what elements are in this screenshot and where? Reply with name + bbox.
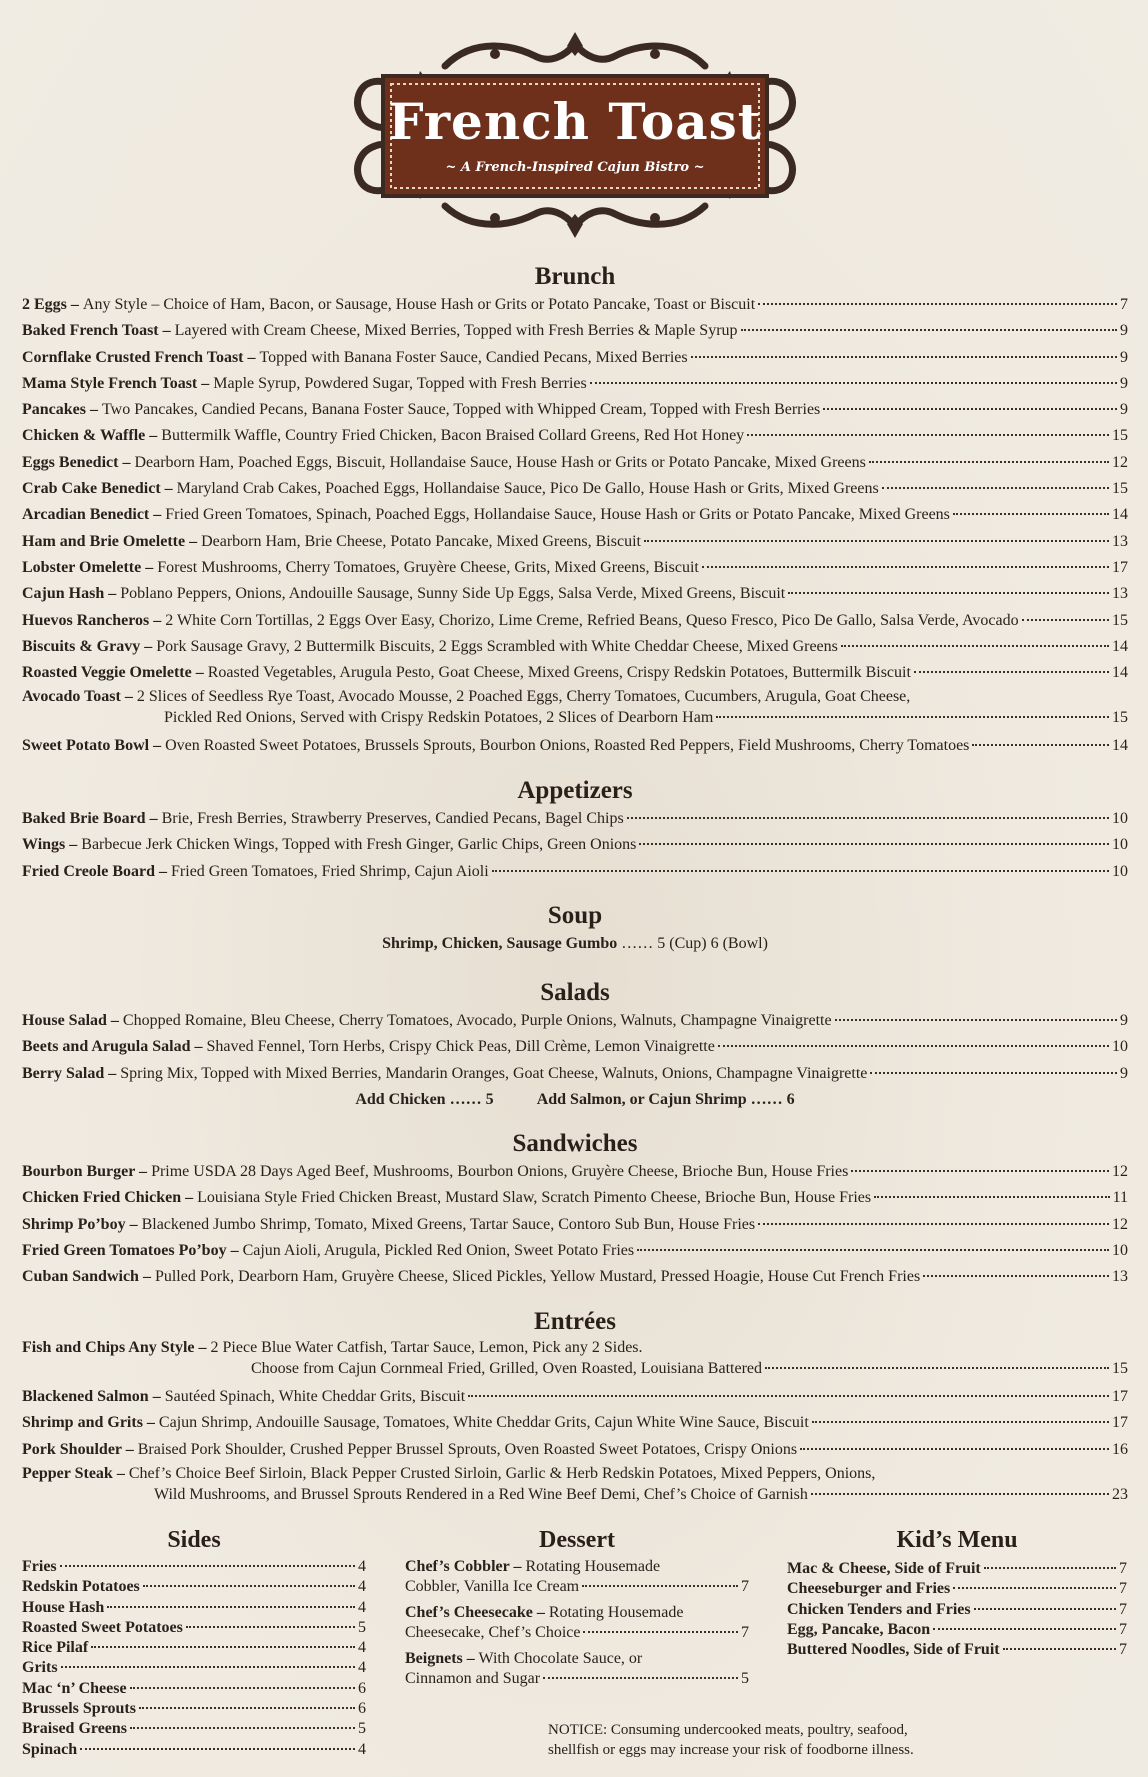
item-desc: Chopped Romaine, Bleu Cheese, Cherry Tomatoes, Avocado, Purple Onions, Walnuts, Champagne Vinaigrette <box>122 1012 832 1029</box>
item-price: 12 <box>1112 1215 1128 1233</box>
item-desc-cont: Cheesecake, Chef’s Choice <box>405 1624 581 1641</box>
item-price: 5 <box>358 1720 366 1738</box>
kids-heading: Kid’s Menu <box>896 1527 1018 1553</box>
item-desc: Dearborn Ham, Poached Eggs, Biscuit, Hollandaise Sauce, House Hash or Grits or Potato Pancake, Mixed Greens <box>134 453 866 471</box>
add-salmon-shrimp: Add Salmon, or Cajun Shrimp …… 6 <box>536 1090 795 1108</box>
item-name: Pepper Steak – <box>22 1464 125 1482</box>
item-desc: Spring Mix, Topped with Mixed Berries, Mandarin Oranges, Goat Cheese, Walnuts, Onions, Champagne Vinaigrette <box>120 1064 868 1082</box>
item-price: 4 <box>358 1740 366 1758</box>
item-price: 5 <box>358 1618 366 1636</box>
item-name: Baked French Toast – <box>22 322 171 340</box>
dot-leader <box>823 408 1117 410</box>
item-price: 13 <box>1112 585 1128 603</box>
dot-leader <box>747 434 1109 436</box>
menu-item-avocado-toast <box>22 686 1128 733</box>
item-name: Biscuits & Gravy – <box>22 637 153 655</box>
item-desc: 2 Piece Blue Water Catfish, Tartar Sauce, Lemon, Pick any 2 Sides. <box>210 1339 643 1356</box>
item-name: Pork Shoulder – <box>22 1440 134 1458</box>
item-name: Baked Brie Board – <box>22 810 158 827</box>
item-price: 7 <box>741 1578 749 1595</box>
menu-item-pepper-steak <box>22 1463 1128 1510</box>
dot-leader <box>130 1727 355 1729</box>
item-name: Crab Cake Benedict – <box>22 480 173 498</box>
notice-line-2: shellfish or eggs may increase your risk of foodborne illness. <box>548 1742 914 1758</box>
salads-list <box>22 1008 1128 1087</box>
dot-leader <box>765 1367 1109 1369</box>
item-name: Ham and Brie Omelette – <box>22 532 198 550</box>
item-price: 17 <box>1112 1388 1128 1405</box>
logo-subtitle: ~ A French-Inspired Cajun Bistro ~ <box>445 160 705 175</box>
item-price: 13 <box>1112 532 1128 550</box>
dot-leader <box>874 1196 1110 1198</box>
item-name: Mama Style French Toast – <box>22 374 210 392</box>
menu-item <box>22 1557 366 1577</box>
dot-leader <box>788 592 1109 594</box>
sides-section <box>22 1525 366 1760</box>
item-name: Chef’s Cobbler – <box>405 1558 522 1575</box>
menu-item <box>22 1034 1128 1060</box>
dot-leader <box>639 843 1109 845</box>
menu-item <box>22 1061 1128 1087</box>
item-price: 15 <box>1112 1360 1128 1377</box>
item-desc: With Chocolate Sauce, or <box>478 1650 643 1667</box>
menu-item <box>22 1159 1128 1185</box>
salads-section <box>22 978 1128 1113</box>
item-name: Cajun Hash – <box>22 585 117 603</box>
sandwiches-heading: Sandwiches <box>512 1130 638 1157</box>
item-price: 15 <box>1112 709 1128 727</box>
dot-leader <box>107 1606 355 1608</box>
item-name: Brussels Sprouts <box>22 1700 136 1718</box>
item-desc: Layered with Cream Cheese, Mixed Berries, Topped with Fresh Berries & Maple Syrup <box>174 322 738 340</box>
dot-leader <box>1022 619 1109 621</box>
soup-prices: 5 (Cup) 6 (Bowl) <box>657 935 768 952</box>
dot-leader <box>492 870 1109 872</box>
dot-leader <box>974 1608 1116 1610</box>
item-name: Beets and Arugula Salad – <box>22 1038 203 1056</box>
dot-leader <box>61 1666 355 1668</box>
item-name: Buttered Noodles, Side of Fruit <box>787 1641 1000 1659</box>
item-name: Arcadian Benedict – <box>22 506 162 524</box>
dessert-item <box>405 1557 749 1597</box>
item-price: 14 <box>1112 506 1128 524</box>
item-price: 9 <box>1120 348 1128 366</box>
appetizers-heading: Appetizers <box>517 777 633 804</box>
item-desc: Two Pancakes, Candied Pecans, Banana Foster Sauce, Topped with Whipped Cream, Topped with Fresh Berries <box>102 401 821 419</box>
dot-leader <box>716 716 1109 718</box>
menu-item <box>22 292 1128 318</box>
item-desc-cont: Cobbler, Vanilla Ice Cream <box>405 1578 580 1595</box>
item-price: 12 <box>1112 1163 1128 1180</box>
item-desc: Poblano Peppers, Onions, Andouille Sausage, Sunny Side Up Eggs, Salsa Verde, Mixed Greens, Biscuit <box>120 585 786 603</box>
dot-leader <box>953 1587 1116 1589</box>
menu-item <box>22 832 1128 858</box>
soup-name: Shrimp, Chicken, Sausage Gumbo <box>382 935 618 952</box>
item-price: 17 <box>1112 558 1128 576</box>
dot-leader <box>933 1628 1116 1630</box>
menu-item <box>22 345 1128 371</box>
item-name: Fried Green Tomatoes Po’boy – <box>22 1241 239 1259</box>
item-name: Shrimp and Grits – <box>22 1414 155 1432</box>
menu-item <box>22 555 1128 581</box>
dot-leader <box>186 1626 355 1628</box>
item-name: Chef’s Cheesecake – <box>405 1604 545 1621</box>
item-price: 14 <box>1112 737 1128 755</box>
dot-leader <box>870 1072 1117 1074</box>
kids-list <box>787 1559 1127 1660</box>
item-name: Chicken Fried Chicken – <box>22 1189 194 1207</box>
item-price: 5 <box>741 1670 749 1687</box>
menu-item <box>22 476 1128 502</box>
item-price: 7 <box>1120 296 1128 313</box>
menu-item <box>22 1437 1128 1463</box>
item-price: 15 <box>1112 480 1128 498</box>
item-name: Fries <box>22 1558 57 1575</box>
item-price: 12 <box>1112 453 1128 471</box>
item-name: Cuban Sandwich – <box>22 1268 151 1286</box>
menu-item <box>22 1699 366 1719</box>
dot-leader <box>582 1585 738 1587</box>
menu-item <box>22 634 1128 660</box>
dot-leader <box>627 817 1109 819</box>
menu-item <box>22 660 1128 686</box>
dot-leader <box>800 1448 1109 1450</box>
dessert-section <box>405 1525 749 1695</box>
dot-leader <box>91 1646 355 1648</box>
item-name: Rice Pilaf <box>22 1639 89 1657</box>
item-desc: Oven Roasted Sweet Potatoes, Brussels Sprouts, Bourbon Onions, Roasted Red Peppers, Field Mushrooms, Cherry Tomatoes <box>165 737 970 755</box>
item-price: 14 <box>1112 637 1128 655</box>
item-name: Grits <box>22 1659 58 1677</box>
item-name: Egg, Pancake, Bacon <box>787 1620 931 1638</box>
menu-item <box>22 1658 366 1678</box>
menu-item-fish-and-chips <box>22 1337 1128 1384</box>
dot-leader <box>1003 1648 1116 1650</box>
dot-leader <box>835 1019 1117 1021</box>
item-price: 13 <box>1112 1268 1128 1286</box>
item-price: 10 <box>1112 1038 1128 1056</box>
dessert-list <box>405 1557 749 1689</box>
item-desc: Forest Mushrooms, Cherry Tomatoes, Gruyère Cheese, Grits, Mixed Greens, Biscuit <box>157 558 699 576</box>
dot-leader <box>691 356 1117 358</box>
item-desc: Pulled Pork, Dearborn Ham, Gruyère Cheese, Sliced Pickles, Yellow Mustard, Pressed Hoagie, House Cut French Fries <box>154 1268 921 1286</box>
item-name: House Salad – <box>22 1012 119 1029</box>
item-name: Roasted Veggie Omelette – <box>22 664 204 682</box>
item-desc: Cajun Aioli, Arugula, Pickled Red Onion, Sweet Potato Fries <box>242 1241 635 1259</box>
item-price: 7 <box>1119 1600 1127 1618</box>
menu-item <box>22 1384 1128 1410</box>
notice-line-1: NOTICE: Consuming undercooked meats, poultry, seafood, <box>548 1722 908 1738</box>
sandwiches-section <box>22 1129 1128 1290</box>
item-desc: Fried Green Tomatoes, Spinach, Poached Eggs, Hollandaise Sauce, House Hash or Grits or Potato Pancake, Mixed Greens <box>165 506 950 524</box>
item-price: 14 <box>1112 664 1128 682</box>
logo-title: French Toast <box>388 92 762 151</box>
item-desc-cont: Pickled Red Onions, Served with Crispy Redskin Potatoes, 2 Slices of Dearborn Ham <box>164 709 714 727</box>
dot-leader <box>143 1585 355 1587</box>
item-name: Lobster Omelette – <box>22 558 154 576</box>
item-price: 4 <box>358 1639 366 1657</box>
sandwiches-list <box>22 1159 1128 1290</box>
item-price: 11 <box>1112 1189 1128 1207</box>
item-name: Redskin Potatoes <box>22 1578 140 1596</box>
soup-section <box>22 901 1128 957</box>
item-price: 10 <box>1112 836 1128 854</box>
dot-leader <box>60 1565 355 1567</box>
item-price: 7 <box>741 1624 749 1641</box>
dot-leader <box>718 1045 1109 1047</box>
item-price: 7 <box>1119 1580 1127 1598</box>
menu-item <box>22 1185 1128 1211</box>
item-name: Berry Salad – <box>22 1064 117 1082</box>
item-price: 9 <box>1120 1012 1128 1029</box>
menu-item <box>22 1212 1128 1238</box>
dot-leader <box>583 1631 738 1633</box>
soup-item <box>22 931 1128 957</box>
item-name: Blackened Salmon – <box>22 1388 161 1405</box>
item-desc: Chef’s Choice Beef Sirloin, Black Pepper Crusted Sirloin, Garlic & Herb Redskin Potatoes, Mixed Peppers, Onions, <box>128 1464 876 1482</box>
dot-leader <box>758 303 1117 305</box>
item-price: 9 <box>1120 1064 1128 1082</box>
item-name: Shrimp Po’boy – <box>22 1215 138 1233</box>
menu-item <box>22 397 1128 423</box>
menu-item <box>22 806 1128 832</box>
item-desc: Maple Syrup, Powdered Sugar, Topped with Fresh Berries <box>213 374 587 392</box>
item-desc: 2 Slices of Seedless Rye Toast, Avocado Mousse, 2 Poached Eggs, Cherry Tomatoes, Cucumbers, Arugula, Goat Cheese, <box>136 688 911 706</box>
item-desc: Prime USDA 28 Days Aged Beef, Mushrooms, Bourbon Onions, Gruyère Cheese, Brioche Bun, House Fries <box>151 1163 849 1180</box>
menu-item <box>22 1577 366 1597</box>
item-name: Pancakes – <box>22 401 98 419</box>
item-price: 15 <box>1112 427 1128 445</box>
brunch-section <box>22 262 1128 760</box>
sides-heading: Sides <box>167 1527 221 1553</box>
dot-leader <box>80 1748 355 1750</box>
dot-leader <box>972 744 1109 746</box>
item-price: 15 <box>1112 611 1128 629</box>
item-price: 23 <box>1112 1485 1128 1503</box>
item-name: Avocado Toast – <box>22 688 133 706</box>
menu-item <box>22 1618 366 1638</box>
item-desc: Buttermilk Waffle, Country Fried Chicken, Bacon Braised Collard Greens, Red Hot Honey <box>161 427 745 445</box>
item-desc: Rotating Housemade <box>525 1558 661 1575</box>
dot-leader <box>637 1249 1109 1251</box>
restaurant-logo <box>335 26 815 244</box>
dot-leader <box>869 461 1109 463</box>
menu-item <box>22 1719 366 1739</box>
menu-item <box>22 1598 366 1618</box>
menu-item-sweet-potato-bowl <box>22 733 1128 759</box>
soup-separator: …… <box>617 935 658 952</box>
appetizers-list <box>22 806 1128 885</box>
menu-item <box>22 1740 366 1760</box>
dot-leader <box>984 1567 1116 1569</box>
item-name: Roasted Sweet Potatoes <box>22 1618 183 1636</box>
menu-item <box>22 502 1128 528</box>
item-desc-cont: Wild Mushrooms, and Brussel Sprouts Rendered in a Red Wine Beef Demi, Chef’s Choice of Garnish <box>154 1485 808 1503</box>
dot-leader <box>812 1421 1109 1423</box>
item-name: Fried Creole Board – <box>22 862 168 880</box>
dot-leader <box>841 645 1109 647</box>
menu-item <box>22 1264 1128 1290</box>
item-name: Spinach <box>22 1740 78 1758</box>
sides-list <box>22 1557 366 1760</box>
item-desc: Pork Sausage Gravy, 2 Buttermilk Biscuits, 2 Eggs Scrambled with White Cheddar Cheese, Mixed Greens <box>156 637 838 655</box>
menu-item <box>787 1620 1127 1640</box>
salads-heading: Salads <box>540 979 610 1006</box>
item-desc: Dearborn Ham, Brie Cheese, Potato Pancake, Mixed Greens, Biscuit <box>201 532 641 550</box>
item-desc: 2 White Corn Tortillas, 2 Eggs Over Easy, Chorizo, Lime Creme, Refried Beans, Queso Fresco, Pico De Gallo, Salsa Verde, Avocado <box>165 611 1019 629</box>
salad-addons <box>22 1087 1128 1113</box>
item-desc: Braised Pork Shoulder, Crushed Pepper Brussel Sprouts, Oven Roasted Sweet Potatoes, Crispy Onions <box>137 1440 798 1458</box>
menu-item <box>22 1679 366 1699</box>
item-price: 7 <box>1119 1641 1127 1659</box>
item-desc-cont: Choose from Cajun Cornmeal Fried, Grilled, Oven Roasted, Louisiana Battered <box>251 1360 762 1377</box>
item-desc-cont: Cinnamon and Sugar <box>405 1670 541 1687</box>
item-name: 2 Eggs – <box>22 296 79 313</box>
dot-leader <box>851 1170 1109 1172</box>
menu-item <box>22 1238 1128 1264</box>
dot-leader <box>923 1275 1109 1277</box>
menu-item <box>22 581 1128 607</box>
item-name: Cheeseburger and Fries <box>787 1580 951 1598</box>
brunch-list <box>22 292 1128 686</box>
item-name: Wings – <box>22 836 78 854</box>
dot-leader <box>914 671 1109 673</box>
menu-item <box>22 608 1128 634</box>
entrees-list <box>22 1384 1128 1463</box>
menu-item <box>22 423 1128 449</box>
item-price: 7 <box>1119 1620 1127 1638</box>
menu-item <box>787 1559 1127 1579</box>
item-name: Beignets – <box>405 1650 475 1667</box>
item-price: 16 <box>1112 1440 1128 1458</box>
item-desc: Topped with Banana Foster Sauce, Candied Pecans, Mixed Berries <box>259 348 688 366</box>
menu-item <box>787 1579 1127 1599</box>
menu-item <box>22 1410 1128 1436</box>
item-price: 10 <box>1112 1241 1128 1259</box>
menu-item <box>22 371 1128 397</box>
item-price: 9 <box>1120 322 1128 340</box>
item-desc: Fried Green Tomatoes, Fried Shrimp, Cajun Aioli <box>171 862 489 880</box>
add-chicken: Add Chicken …… 5 <box>355 1090 494 1108</box>
item-desc: Any Style – Choice of Ham, Bacon, or Sausage, House Hash or Grits or Potato Pancake, Toast or Biscuit <box>82 296 756 313</box>
item-desc: Roasted Vegetables, Arugula Pesto, Goat Cheese, Mixed Greens, Crispy Redskin Potatoes, Buttermilk Biscuit <box>207 664 911 682</box>
entrees-heading: Entrées <box>534 1308 616 1335</box>
menu-item <box>22 529 1128 555</box>
soup-heading: Soup <box>547 902 603 929</box>
dot-leader <box>702 566 1109 568</box>
item-name: Cornflake Crusted French Toast – <box>22 348 256 366</box>
item-desc: Brie, Fresh Berries, Strawberry Preserves, Candied Pecans, Bagel Chips <box>161 810 624 827</box>
item-price: 4 <box>358 1578 366 1596</box>
menu-item <box>787 1600 1127 1620</box>
item-name: Sweet Potato Bowl – <box>22 737 162 755</box>
item-price: 10 <box>1112 810 1128 827</box>
menu-item <box>22 1638 366 1658</box>
item-name: Eggs Benedict – <box>22 453 131 471</box>
item-desc: Cajun Shrimp, Andouille Sausage, Tomatoes, White Cheddar Grits, Cajun White Wine Sauce, Biscuit <box>158 1414 809 1432</box>
dessert-item <box>405 1649 749 1689</box>
item-price: 4 <box>358 1659 366 1677</box>
menu-item <box>22 450 1128 476</box>
dot-leader <box>741 329 1117 331</box>
menu-item <box>22 859 1128 885</box>
dot-leader <box>644 540 1109 542</box>
dot-leader <box>953 513 1109 515</box>
item-name: Bourbon Burger – <box>22 1163 148 1180</box>
item-price: 9 <box>1120 374 1128 392</box>
menu-item <box>22 1008 1128 1034</box>
food-safety-notice <box>548 1720 914 1760</box>
menu-item <box>22 318 1128 344</box>
item-price: 7 <box>1119 1560 1127 1577</box>
item-desc: Louisiana Style Fried Chicken Breast, Mustard Slaw, Scratch Pimento Cheese, Brioche Bun, House Fries <box>197 1189 872 1207</box>
dot-leader <box>758 1223 1109 1225</box>
dot-leader <box>882 487 1109 489</box>
item-name: Mac ‘n’ Cheese <box>22 1679 127 1697</box>
item-desc: Blackened Jumbo Shrimp, Tomato, Mixed Greens, Tartar Sauce, Contoro Sub Bun, House Fries <box>141 1215 756 1233</box>
dot-leader <box>468 1395 1109 1397</box>
item-price: 6 <box>358 1700 366 1718</box>
entrees-section <box>22 1307 1128 1510</box>
item-price: 9 <box>1120 401 1128 419</box>
item-desc: Barbecue Jerk Chicken Wings, Topped with Fresh Ginger, Garlic Chips, Green Onions <box>81 836 637 854</box>
menu-item <box>787 1640 1127 1660</box>
item-name: Braised Greens <box>22 1720 128 1738</box>
item-name: House Hash <box>22 1598 105 1616</box>
item-desc: Sautéed Spinach, White Cheddar Grits, Biscuit <box>164 1388 466 1405</box>
item-name: Chicken & Waffle – <box>22 427 158 445</box>
dot-leader <box>543 1677 738 1679</box>
dot-leader <box>139 1707 355 1709</box>
item-price: 17 <box>1112 1414 1128 1432</box>
item-price: 6 <box>358 1679 366 1697</box>
brunch-heading: Brunch <box>534 263 616 290</box>
item-price: 10 <box>1112 862 1128 880</box>
dot-leader <box>811 1493 1109 1495</box>
item-price: 4 <box>358 1558 366 1575</box>
item-price: 4 <box>358 1598 366 1616</box>
appetizers-section <box>22 776 1128 885</box>
dot-leader <box>590 382 1117 384</box>
dessert-heading: Dessert <box>539 1527 615 1553</box>
item-desc: Maryland Crab Cakes, Poached Eggs, Hollandaise Sauce, Pico De Gallo, House Hash or Grits, Mixed Greens <box>176 480 879 498</box>
item-name: Mac & Cheese, Side of Fruit <box>787 1560 981 1577</box>
kids-menu-section <box>787 1525 1127 1660</box>
item-desc: Rotating Housemade <box>548 1604 684 1621</box>
dot-leader <box>130 1687 355 1689</box>
item-name: Fish and Chips Any Style – <box>22 1339 207 1356</box>
item-desc: Shaved Fennel, Torn Herbs, Crispy Chick Peas, Dill Crème, Lemon Vinaigrette <box>206 1038 715 1056</box>
dessert-item <box>405 1603 749 1643</box>
item-name: Chicken Tenders and Fries <box>787 1600 971 1618</box>
item-name: Huevos Rancheros – <box>22 611 162 629</box>
